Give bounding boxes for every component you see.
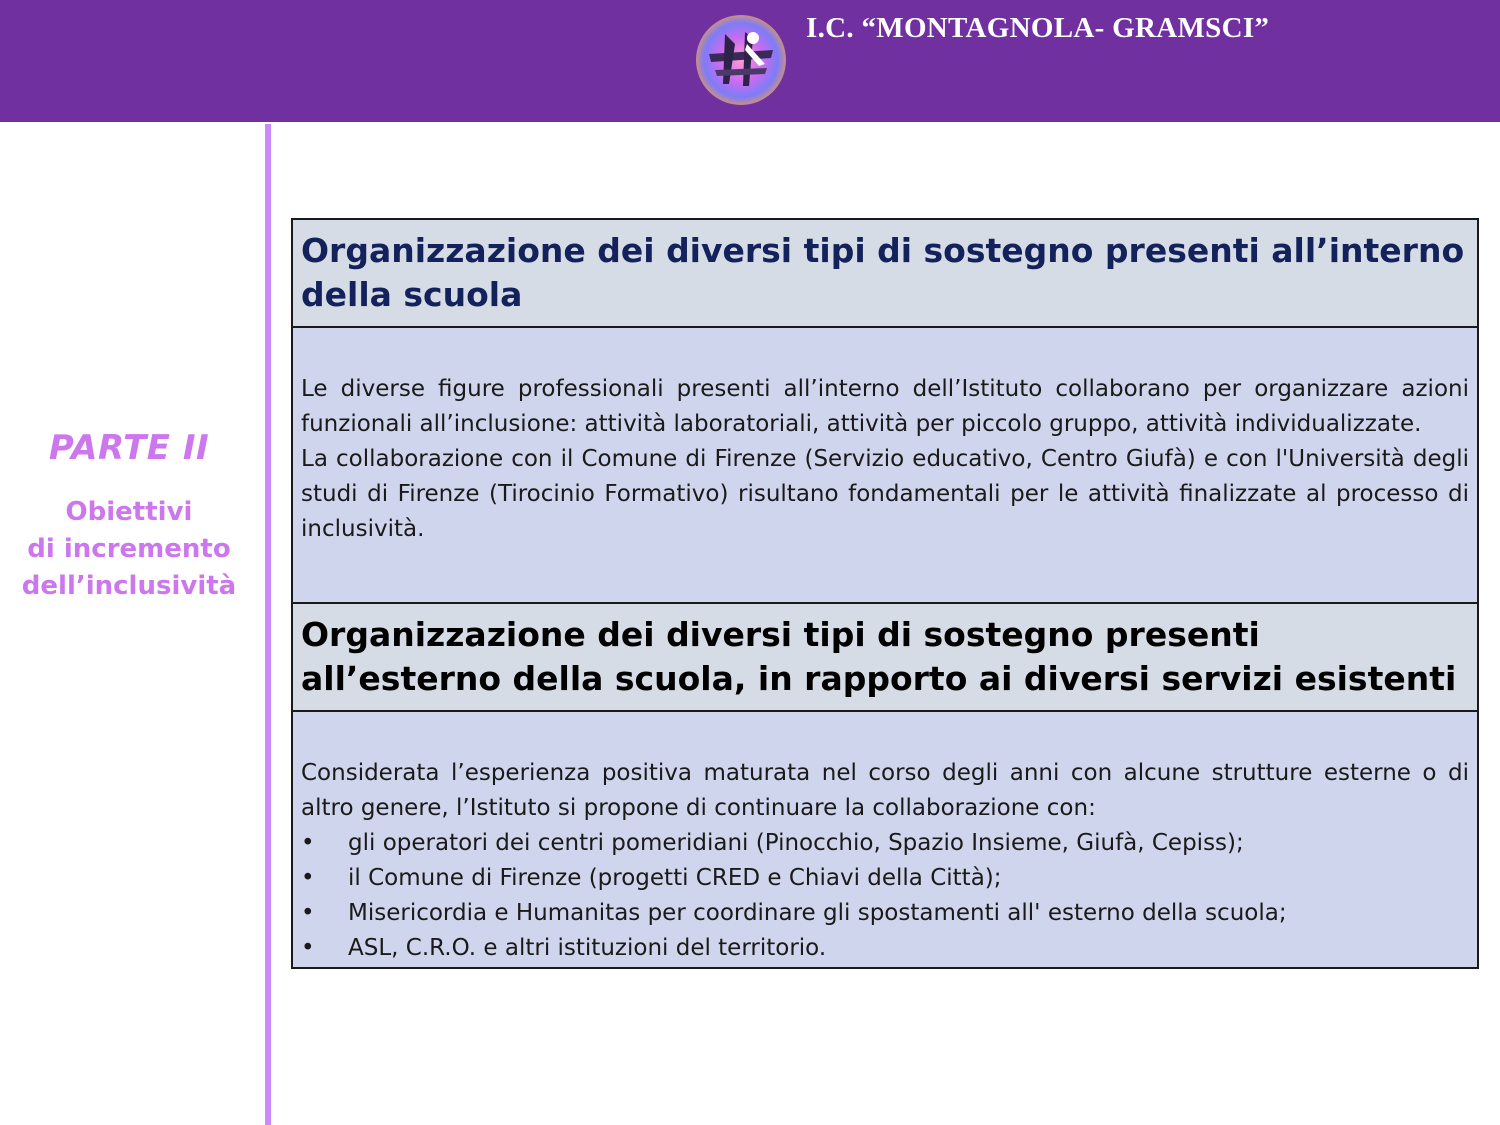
external-body-row — [293, 710, 1477, 967]
internal-paragraph: La collaborazione con il Comune di Firenze (Servizio educativo, Centro Giufà) e con l'Università degli studi di Firenze (Tirocinio Formativo) risultano fondamentali per le attività finalizzate al processo di inclusività. — [301, 446, 1469, 542]
school-title: I.C. “MONTAGNOLA- GRAMSCI” — [806, 12, 1270, 44]
internal-body-row — [293, 326, 1477, 602]
list-item-text: ASL, C.R.O. e altri istituzioni del territorio. — [348, 935, 827, 961]
list-item — [301, 826, 1469, 861]
external-bullet-list — [301, 826, 1469, 966]
objective-line: dell’inclusività — [21, 571, 237, 601]
school-logo-icon — [695, 14, 787, 106]
internal-heading-row — [293, 220, 1477, 326]
list-item — [301, 861, 1469, 896]
list-item — [301, 931, 1469, 966]
external-heading-row — [293, 602, 1477, 710]
objective-line: di incremento — [27, 534, 231, 564]
list-item-text: gli operatori dei centri pomeridiani (Pinocchio, Spazio Insieme, Giufà, Cepiss); — [348, 830, 1244, 856]
bullet-icon: • — [301, 830, 315, 856]
internal-paragraph: Le diverse figure professionali presenti all’interno dell’Istituto collaborano per organizzare azioni funzionali all’inclusione: attività laboratoriali, attività per piccolo gruppo, attività individualizzate. — [301, 376, 1469, 437]
part-label: PARTE II — [48, 428, 210, 468]
bullet-icon: • — [301, 865, 315, 891]
header-banner — [0, 0, 1500, 122]
external-intro: Considerata l’esperienza positiva maturata nel corso degli anni con alcune strutture esterne o di altro genere, l’Istituto si propone di continuare la collaborazione con: — [301, 760, 1469, 821]
objective-line: Obiettivi — [65, 497, 193, 527]
content-table — [291, 218, 1479, 969]
external-body — [301, 756, 1469, 966]
list-item-text: Misericordia e Humanitas per coordinare gli spostamenti all' esterno della scuola; — [348, 900, 1287, 926]
bullet-icon: • — [301, 900, 315, 926]
list-item-text: il Comune di Firenze (progetti CRED e Chiavi della Città); — [348, 865, 1002, 891]
external-heading: Organizzazione dei diversi tipi di sostegno presenti all’esterno della scuola, in rapporto ai diversi servizi esistenti — [301, 615, 1457, 698]
list-item — [301, 896, 1469, 931]
sidebar-divider — [265, 124, 271, 1125]
internal-body — [301, 372, 1469, 547]
sidebar-panel — [0, 428, 258, 605]
bullet-icon: • — [301, 935, 315, 961]
internal-heading: Organizzazione dei diversi tipi di sostegno presenti all’interno della scuola — [301, 231, 1465, 314]
